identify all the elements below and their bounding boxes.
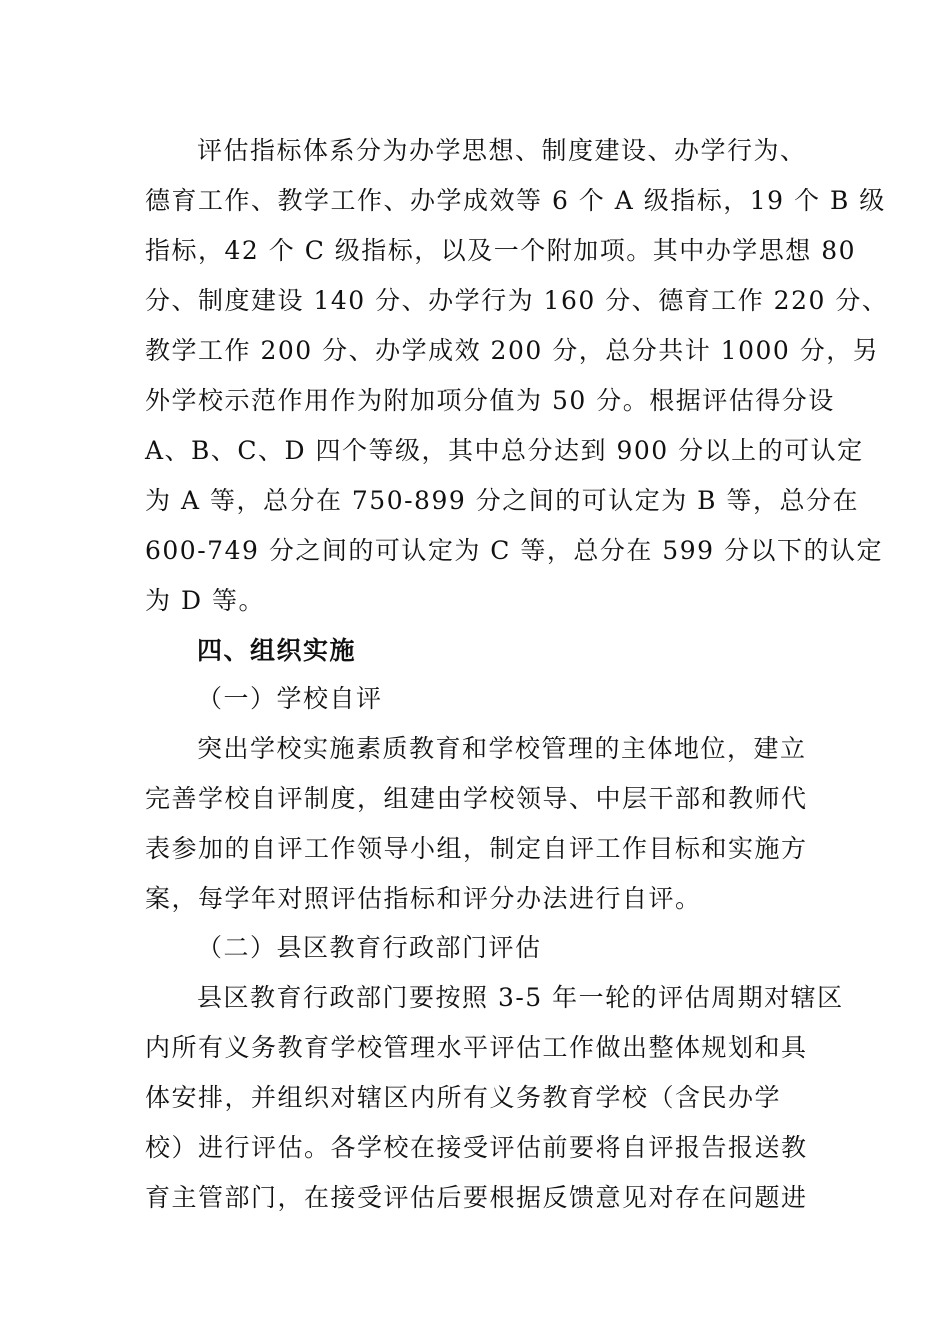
paragraph-line: 完善学校自评制度，组建由学校领导、中层干部和教师代 [145,784,808,813]
paragraph-line: 德育工作、教学工作、办学成效等 6 个 A 级指标，19 个 B 级 [145,186,886,215]
paragraph-line: 县区教育行政部门要按照 3-5 年一轮的评估周期对辖区 [197,983,844,1012]
paragraph-line: 外学校示范作用作为附加项分值为 50 分。根据评估得分设 [145,386,835,415]
paragraph-line: 指标，42 个 C 级指标，以及一个附加项。其中办学思想 80 [145,236,857,265]
paragraph-line: 600-749 分之间的可认定为 C 等，总分在 599 分以下的认定 [145,536,883,565]
paragraph-line: 案，每学年对照评估指标和评分办法进行自评。 [145,884,702,913]
paragraph-line: 为 D 等。 [145,586,265,615]
paragraph-line: 评估指标体系分为办学思想、制度建设、办学行为、 [197,136,807,165]
subsection-heading: （一）学校自评 [197,684,383,713]
section-heading: 四、组织实施 [197,636,357,665]
paragraph-line: 为 A 等，总分在 750-899 分之间的可认定为 B 等，总分在 [145,486,859,515]
paragraph-line: 育主管部门，在接受评估后要根据反馈意见对存在问题进 [145,1183,808,1212]
paragraph-line: 分、制度建设 140 分、办学行为 160 分、德育工作 220 分、 [145,286,889,315]
paragraph-line: 突出学校实施素质教育和学校管理的主体地位，建立 [197,734,807,763]
paragraph-line: 内所有义务教育学校管理水平评估工作做出整体规划和具 [145,1033,808,1062]
paragraph-line: 教学工作 200 分、办学成效 200 分，总分共计 1000 分，另 [145,336,880,365]
paragraph-line: 表参加的自评工作领导小组，制定自评工作目标和实施方 [145,834,808,863]
paragraph-line: 体安排，并组织对辖区内所有义务教育学校（含民办学 [145,1083,782,1112]
paragraph-line: 校）进行评估。各学校在接受评估前要将自评报告报送教 [145,1133,808,1162]
subsection-heading: （二）县区教育行政部门评估 [197,933,542,962]
paragraph-line: A、B、C、D 四个等级，其中总分达到 900 分以上的可认定 [145,436,864,465]
